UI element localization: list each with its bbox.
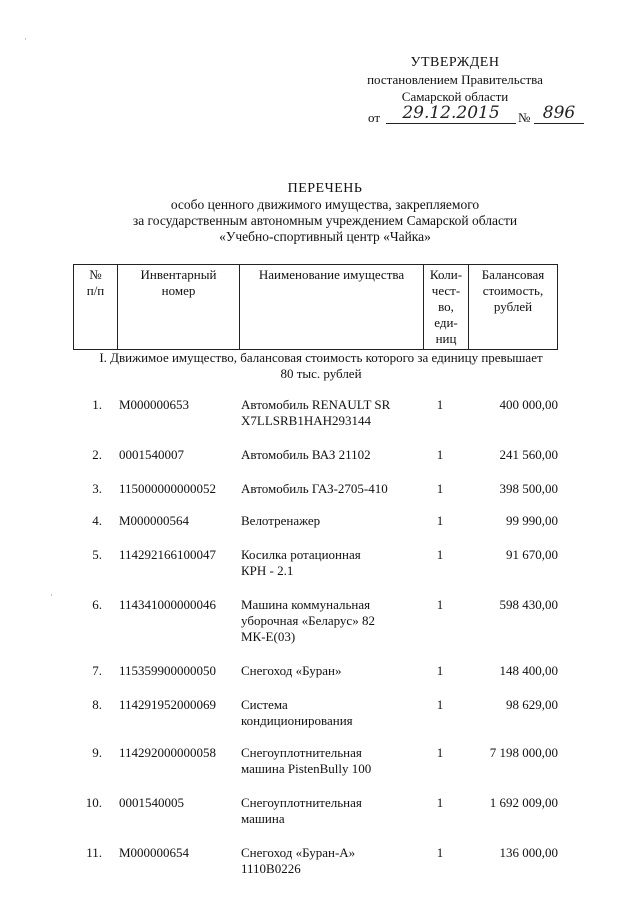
- row-number: 8.: [92, 697, 102, 712]
- row-number: 9.: [92, 745, 102, 760]
- property-name-line: машина PistenBully 100: [241, 761, 372, 776]
- property-name-line: Косилка ротационная: [241, 547, 361, 562]
- row-number: 3.: [92, 481, 102, 496]
- row-balance-value: 598 430,00: [499, 597, 558, 612]
- row-number: 2.: [92, 447, 102, 462]
- heading-title: ПЕРЕЧЕНЬ: [287, 181, 363, 196]
- row-number: 1.: [92, 397, 102, 412]
- row-inventory-number: 115000000000052: [119, 481, 217, 496]
- property-name-line: КРН - 2.1: [241, 563, 294, 578]
- heading-line3: «Учебно-спортивный центр «Чайка»: [219, 229, 431, 244]
- property-name-line: Снегоход «Буран-А»: [241, 845, 356, 860]
- property-name-line: X7LLSRB1HAH293144: [241, 413, 372, 428]
- row-balance-value: 400 000,00: [499, 397, 558, 412]
- row-property-name: [241, 597, 421, 645]
- scan-speck: ·: [50, 590, 53, 600]
- row-inventory-number: 114292166100047: [119, 547, 217, 562]
- row-inventory-number: M000000653: [119, 397, 190, 412]
- row-inventory-number: M000000564: [119, 513, 190, 528]
- property-name-line: Система: [241, 697, 288, 712]
- property-name-line: уборочная «Беларус» 82: [241, 613, 375, 628]
- row-balance-value: 136 000,00: [499, 845, 558, 860]
- row-inventory-number: 0001540007: [119, 447, 184, 462]
- heading-line1: особо ценного движимого имущества, закрепляемого: [170, 197, 480, 212]
- row-property-name: [241, 547, 421, 579]
- approval-title: УТВЕРЖДЕН: [410, 55, 500, 70]
- property-name-line: Снегоход «Буран»: [241, 663, 342, 678]
- row-number: 10.: [85, 795, 102, 810]
- row-quantity: 1: [436, 447, 444, 462]
- row-balance-value: 98 629,00: [506, 697, 558, 712]
- row-inventory-number: 115359900000050: [119, 663, 217, 678]
- row-property-name: [241, 663, 421, 679]
- handwritten-date: 29.12.2015: [386, 103, 516, 124]
- row-quantity: 1: [436, 397, 444, 412]
- row-inventory-number: 114291952000069: [119, 697, 217, 712]
- row-inventory-number: 114292000000058: [119, 745, 217, 760]
- approval-block: [330, 54, 580, 127]
- row-number: 6.: [92, 597, 102, 612]
- approval-line2: Самарской области: [401, 89, 509, 104]
- row-quantity: 1: [436, 663, 444, 678]
- row-number: 5.: [92, 547, 102, 562]
- row-quantity: 1: [436, 597, 444, 612]
- heading-line2: за государственным автономным учреждением Самарской области: [132, 213, 518, 228]
- row-balance-value: 148 400,00: [499, 663, 558, 678]
- row-property-name: [241, 397, 421, 429]
- row-quantity: 1: [436, 513, 444, 528]
- row-quantity: 1: [436, 481, 444, 496]
- property-name-line: Велотренажер: [241, 513, 321, 528]
- header-num: № п/п: [74, 265, 118, 350]
- section-title: I. Движимое имущество, балансовая стоимость которого за единицу превышает 80 тыс. рублей: [99, 350, 543, 381]
- row-property-name: [241, 481, 421, 497]
- row-quantity: 1: [436, 845, 444, 860]
- property-name-line: кондиционирования: [241, 713, 353, 728]
- row-property-name: [241, 447, 421, 463]
- row-quantity: 1: [436, 745, 444, 760]
- header-qty: Коли- чест- во, еди- ниц: [424, 265, 469, 350]
- row-balance-value: 1 692 009,00: [489, 795, 558, 810]
- property-name-line: МК-Е(03): [241, 629, 296, 644]
- property-name-line: Автомобиль RENAULT SR: [241, 397, 391, 412]
- date-prefix: от: [368, 110, 381, 125]
- row-quantity: 1: [436, 795, 444, 810]
- property-name-line: Снегоуплотнительная: [241, 745, 362, 760]
- property-name-line: 1110B0226: [241, 861, 301, 876]
- scan-speck: ·: [24, 34, 27, 44]
- row-inventory-number: 0001540005: [119, 795, 184, 810]
- number-prefix: №: [518, 110, 531, 125]
- row-property-name: [241, 513, 421, 529]
- row-balance-value: 7 198 000,00: [489, 745, 558, 760]
- row-balance-value: 99 990,00: [506, 513, 558, 528]
- row-quantity: 1: [436, 547, 444, 562]
- row-number: 7.: [92, 663, 102, 678]
- row-property-name: [241, 845, 421, 877]
- row-balance-value: 91 670,00: [506, 547, 558, 562]
- row-property-name: [241, 745, 421, 777]
- property-name-line: Машина коммунальная: [241, 597, 371, 612]
- row-quantity: 1: [436, 697, 444, 712]
- row-property-name: [241, 697, 421, 729]
- row-number: 11.: [86, 845, 102, 860]
- property-name-line: Автомобиль ГАЗ-2705-410: [241, 481, 388, 496]
- handwritten-number: 896: [534, 103, 584, 124]
- property-name-line: Снегоуплотнительная: [241, 795, 362, 810]
- approval-line1: постановлением Правительства: [367, 72, 543, 87]
- property-name-line: Автомобиль ВАЗ 21102: [241, 447, 371, 462]
- header-balance: Балансовая стоимость, рублей: [469, 265, 558, 350]
- table-header: [73, 264, 558, 350]
- header-inventory: Инвентарный номер: [118, 265, 240, 350]
- row-inventory-number: 114341000000046: [119, 597, 217, 612]
- row-number: 4.: [92, 513, 102, 528]
- row-balance-value: 398 500,00: [499, 481, 558, 496]
- header-name: Наименование имущества: [240, 265, 424, 350]
- approval-dateline: [330, 103, 580, 127]
- row-inventory-number: M000000654: [119, 845, 190, 860]
- row-property-name: [241, 795, 421, 827]
- property-name-line: машина: [241, 811, 285, 826]
- document-heading: [80, 181, 570, 245]
- row-balance-value: 241 560,00: [499, 447, 558, 462]
